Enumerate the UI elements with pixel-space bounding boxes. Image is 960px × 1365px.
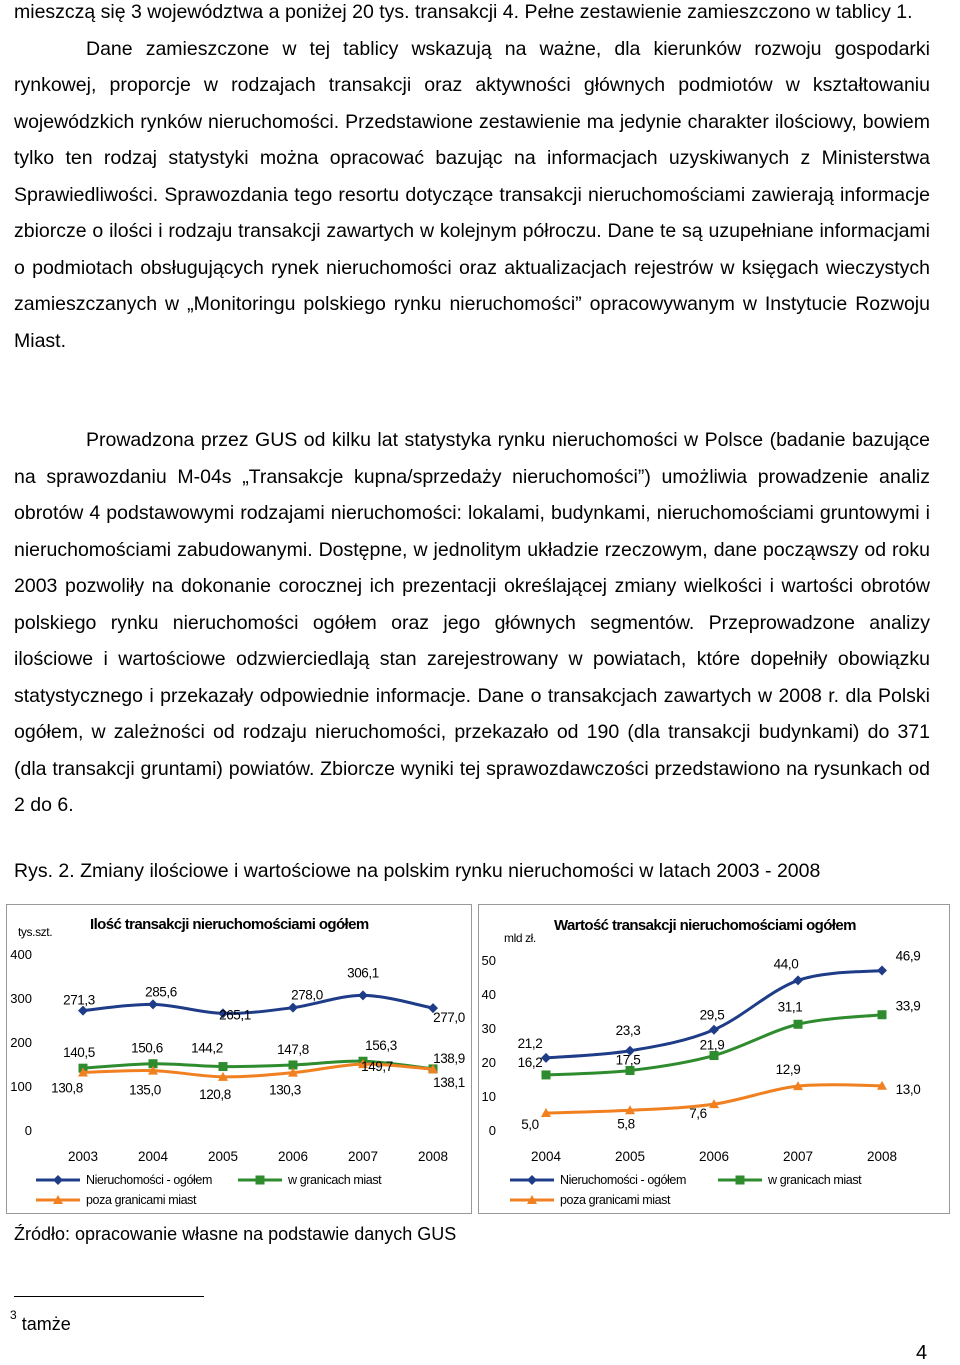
paragraph-continued — [14, 0, 930, 359]
data-label: 285,6 — [145, 984, 177, 1000]
x-tick-label: 2008 — [866, 1149, 898, 1164]
footnote-text: tamże — [21, 1314, 71, 1334]
data-label: 147,8 — [277, 1041, 309, 1057]
legend-label: Nieruchomości - ogółem — [560, 1173, 686, 1187]
legend-marker — [256, 1176, 265, 1185]
legend-label: poza granicami miast — [86, 1193, 197, 1207]
data-label: 12,9 — [775, 1062, 801, 1078]
data-label: 306,1 — [347, 965, 379, 981]
data-label: 265,1 — [219, 1007, 251, 1023]
data-label: 31,1 — [777, 999, 803, 1015]
footnote-divider — [14, 1296, 204, 1297]
paragraph-gus — [14, 422, 930, 824]
chart-value-svg — [478, 904, 950, 1214]
legend-label: w granicach miast — [768, 1173, 862, 1187]
data-label: 138,9 — [433, 1050, 465, 1066]
legend-label: poza granicami miast — [560, 1193, 671, 1207]
footnote — [10, 1308, 71, 1335]
data-label: 21,2 — [517, 1035, 543, 1051]
y-axis-unit: mld zł. — [504, 931, 536, 945]
x-tick-label: 2007 — [347, 1149, 379, 1164]
data-label: 46,9 — [895, 948, 921, 964]
paragraph-1: mieszczą się 3 województwa a poniżej 20 tys. transakcji 4. Pełne zestawienie zamieszczono w tablicy 1. — [14, 1, 913, 23]
data-label: 144,2 — [191, 1040, 223, 1056]
x-tick-label: 2008 — [417, 1149, 449, 1164]
y-tick-label: 0 — [24, 1123, 32, 1138]
data-label: 278,0 — [291, 987, 323, 1003]
data-label: 21,9 — [699, 1037, 725, 1053]
data-label: 7,6 — [689, 1106, 707, 1122]
data-point — [878, 1010, 887, 1019]
y-tick-label: 50 — [481, 953, 496, 968]
y-tick-label: 400 — [10, 947, 32, 962]
paragraph-2: Dane zamieszczone w tej tablicy wskazują na ważne, dla kierunków rozwoju gospodarki rynkowej, proporcje w rodzajach transakcji oraz aktywności głównych podmiotów w kształtowaniu wojewódzkich rynków nieruchomości. Przedstawione zestawienie ma jedynie charakter ilościowy, bowiem tylko ten rodzaj statystyki można opracować bazując na informacjach uzyskiwanych z Ministerstwa Sprawiedliwości. Sprawozdania tego resortu dotyczące transakcji nieruchomościami zawierają informacje zbiorcze o ilości i rodzaju transakcji zawartych w kolejnym półroczu. Dane te są uzupełniane informacjami o podmiotach obsługujących rynek nieruchomości oraz aktualizacjach rejestrów w księgach wieczystych zamieszczanych w „Monitoringu polskiego rynku nieruchomości” opracowywanym w Instytucie Rozwoju Miast. — [14, 37, 930, 352]
data-point — [542, 1070, 551, 1079]
legend-label: Nieruchomości - ogółem — [86, 1173, 212, 1187]
data-label: 271,3 — [63, 992, 95, 1008]
footnote-number: 3 — [10, 1308, 17, 1322]
paragraph-3: Prowadzona przez GUS od kilku lat statystyka rynku nieruchomości w Polsce (badanie bazujące na sprawozdaniu M-04s „Transakcje kupna/sprzedaży nieruchomości”) umożliwia prowadzenie analiz obrotów 4 podstawowymi rodzajami nieruchomości: lokalami, budynkami, nieruchomościami gruntowymi i nieruchomościami zabudowanymi. Dostępne, w jednolitym układzie rzeczowym, dane począwszy od roku 2003 pozwoliły na dokonanie corocznej ich prezentacji określającej zmiany wielkości i wartości obrotów polskiego rynku nieruchomości ogółem oraz jego głównych segmentów. Przeprowadzone analizy ilościowe i wartościowe odzwierciedlają stan zarejestrowany w powiatach, które dopełniły obowiązku statystycznego i przekazały odpowiednie informacje. Dane o transakcjach zawartych w 2008 r. dla Polski ogółem, w zależności od rodzaju nieruchomości, przekazało od 190 (dla transakcji budynkami) do 371 (dla transakcji gruntami) powiatów. Zbiorcze wyniki tej sprawozdawczości przedstawiono na rysunkach od 2 do 6. — [14, 429, 930, 816]
data-label: 138,1 — [433, 1075, 465, 1091]
x-tick-label: 2006 — [277, 1149, 309, 1164]
figure-caption: Rys. 2. Zmiany ilościowe i wartościowe na polskim rynku nieruchomości w latach 2003 - 2008 — [14, 860, 821, 882]
x-tick-label: 2005 — [207, 1149, 239, 1164]
data-label: 130,8 — [51, 1080, 83, 1096]
chart-count — [6, 904, 472, 1214]
data-label: 44,0 — [773, 956, 799, 972]
x-tick-label: 2003 — [67, 1149, 99, 1164]
x-tick-label: 2007 — [782, 1149, 814, 1164]
y-tick-label: 300 — [10, 991, 32, 1006]
page-number: 4 — [916, 1342, 928, 1364]
data-label: 17,5 — [615, 1052, 641, 1068]
y-tick-label: 0 — [488, 1123, 496, 1138]
y-axis-unit: tys.szt. — [18, 925, 53, 939]
data-label: 149,7 — [361, 1059, 393, 1075]
x-tick-label: 2004 — [137, 1149, 169, 1164]
x-tick-label: 2005 — [614, 1149, 646, 1164]
y-tick-label: 20 — [481, 1055, 496, 1070]
data-label: 150,6 — [131, 1040, 163, 1056]
data-label: 5,0 — [521, 1117, 539, 1132]
data-label: 33,9 — [895, 998, 921, 1014]
legend-marker — [736, 1176, 745, 1185]
data-label: 156,3 — [365, 1038, 397, 1054]
data-label: 29,5 — [699, 1007, 725, 1023]
data-label: 120,8 — [199, 1086, 231, 1102]
x-tick-label: 2004 — [530, 1149, 562, 1164]
y-tick-label: 200 — [10, 1035, 32, 1050]
source-note: Źródło: opracowanie własne na podstawie danych GUS — [14, 1224, 457, 1244]
y-tick-label: 40 — [481, 987, 496, 1002]
legend-label: w granicach miast — [288, 1173, 382, 1187]
chart-title: Wartość transakcji nieruchomościami ogółem — [554, 917, 856, 934]
data-point — [794, 1020, 803, 1029]
y-tick-label: 30 — [481, 1021, 496, 1036]
chart-count-svg — [6, 904, 472, 1214]
y-tick-label: 10 — [481, 1089, 496, 1104]
data-label: 13,0 — [895, 1081, 921, 1097]
data-label: 23,3 — [615, 1022, 641, 1038]
data-label: 277,0 — [433, 1010, 465, 1026]
data-label: 130,3 — [269, 1082, 301, 1098]
data-label: 135,0 — [129, 1082, 161, 1098]
chart-value — [478, 904, 950, 1214]
data-label: 5,8 — [617, 1116, 635, 1132]
chart-title: Ilość transakcji nieruchomościami ogółem — [90, 916, 369, 933]
data-point — [219, 1062, 228, 1071]
x-tick-label: 2006 — [698, 1149, 730, 1164]
data-label: 140,5 — [63, 1045, 95, 1061]
data-label: 16,2 — [517, 1054, 543, 1070]
y-tick-label: 100 — [10, 1079, 32, 1094]
